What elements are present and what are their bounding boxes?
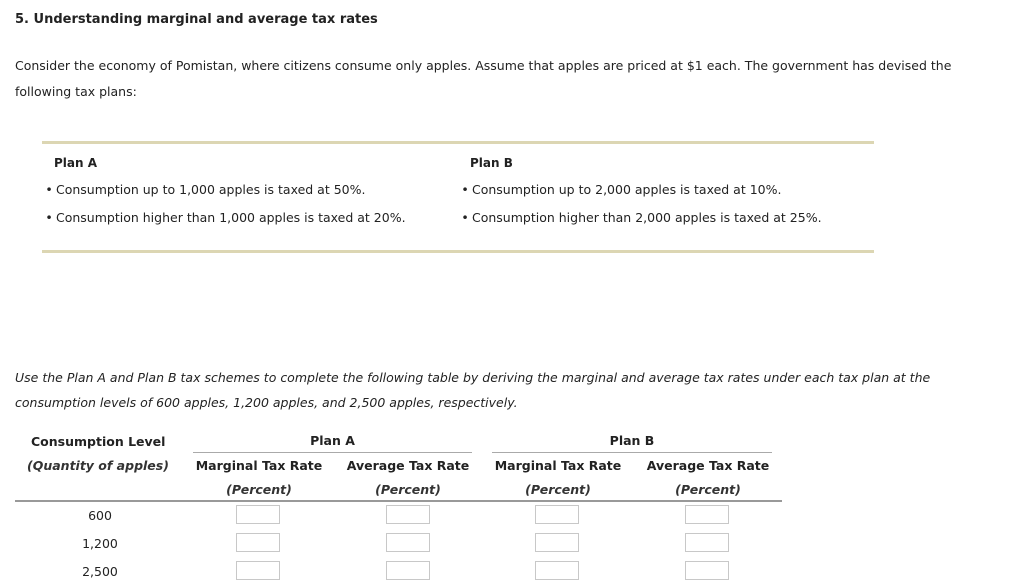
plan-a-table-header: Plan A <box>310 433 355 448</box>
plan-b-average-input-2500[interactable] <box>685 561 729 580</box>
plan-a-header-rule <box>193 452 472 453</box>
intro-text: Consider the economy of Pomistan, where citizens consume only apples. Assume that apples are priced at $1 each. The government has devised the following tax plans: <box>15 58 952 99</box>
plan-a-average-input-600[interactable] <box>386 505 430 524</box>
plan-b-marginal-header: Marginal Tax Rate <box>494 458 622 473</box>
consumption-level-cell: 1,200 <box>82 536 118 551</box>
plan-a-average-unit: (Percent) <box>375 482 441 497</box>
plan-b-bullet: • Consumption higher than 2,000 apples is taxed at 25%. <box>458 204 822 232</box>
plan-a-marginal-header: Marginal Tax Rate <box>195 458 323 473</box>
plan-b-marginal-unit: (Percent) <box>525 482 591 497</box>
tax-plans-box <box>42 141 874 253</box>
plan-b-average-input-600[interactable] <box>685 505 729 524</box>
plan-b-marginal-input-1200[interactable] <box>535 533 579 552</box>
plan-b-marginal-input-2500[interactable] <box>535 561 579 580</box>
consumption-level-cell: 600 <box>88 508 112 523</box>
plan-a-bullet: • Consumption up to 1,000 apples is taxed at 50%. <box>42 176 406 204</box>
instructions-text: Use the Plan A and Plan B tax schemes to complete the following table by deriving the marginal and average tax rates under each tax plan at the consumption levels of 600 apples, 1,200 apples, and 2,500 apples, respectively. <box>15 370 931 410</box>
plan-a-average-header: Average Tax Rate <box>346 458 470 473</box>
plan-a-bullets <box>42 176 406 232</box>
plan-b-average-input-1200[interactable] <box>685 533 729 552</box>
plan-b-title: Plan B <box>470 156 513 170</box>
plan-b-average-header: Average Tax Rate <box>646 458 770 473</box>
consumption-level-header: Consumption Level <box>31 434 166 449</box>
plan-b-bullet: • Consumption up to 2,000 apples is taxed at 10%. <box>458 176 822 204</box>
plan-a-title: Plan A <box>54 156 98 170</box>
plan-b-average-unit: (Percent) <box>675 482 741 497</box>
header-bottom-rule <box>15 500 782 502</box>
plan-b-marginal-input-600[interactable] <box>535 505 579 524</box>
consumption-level-cell: 2,500 <box>82 564 118 579</box>
plan-b-header-rule <box>492 452 772 453</box>
plan-a-marginal-input-600[interactable] <box>236 505 280 524</box>
question-title: 5. Understanding marginal and average tax rates <box>15 12 378 27</box>
tax-rate-table <box>15 430 782 588</box>
plan-b-table-header: Plan B <box>609 433 655 448</box>
plan-a-marginal-unit: (Percent) <box>226 482 292 497</box>
plan-b-bullets <box>458 176 822 232</box>
plan-a-marginal-input-1200[interactable] <box>236 533 280 552</box>
consumption-level-subheader: (Quantity of apples) <box>27 458 169 473</box>
plan-a-bullet: • Consumption higher than 1,000 apples is taxed at 20%. <box>42 204 406 232</box>
plan-a <box>42 156 406 232</box>
plan-a-marginal-input-2500[interactable] <box>236 561 280 580</box>
plan-a-average-input-2500[interactable] <box>386 561 430 580</box>
plan-a-average-input-1200[interactable] <box>386 533 430 552</box>
plan-b <box>458 156 822 232</box>
